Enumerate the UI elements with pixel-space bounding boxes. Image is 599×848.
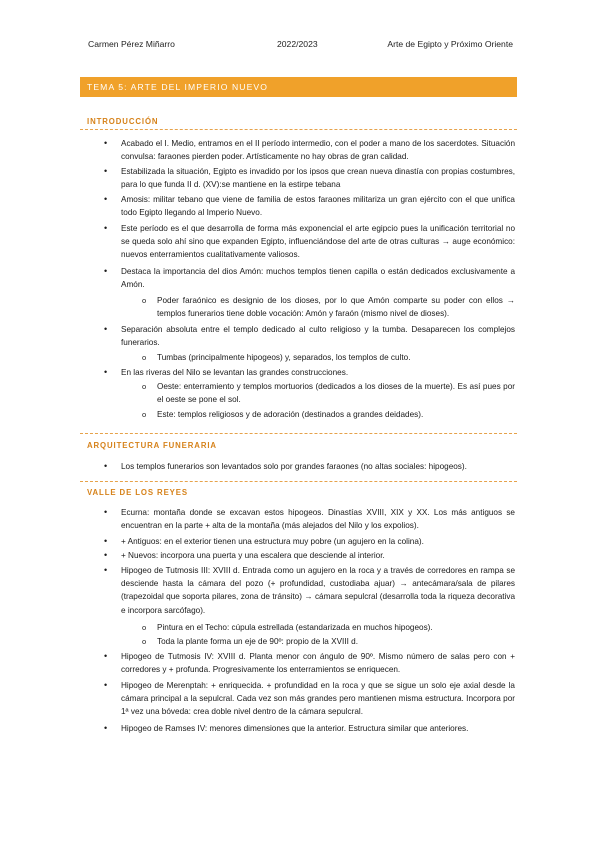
bullet-item: • Hipogeo de Ramses IV: menores dimensiones que la anterior. Estructura similar que anteriores.	[121, 722, 515, 735]
section-title-arquitectura-funeraria: ARQUITECTURA FUNERARIA	[87, 441, 217, 450]
sub-bullet-item: o Toda la plante forma un eje de 90º: propio de la XVIII d.	[157, 635, 515, 648]
header-course: Arte de Egipto y Próximo Oriente	[387, 39, 513, 49]
bullet-item: • Los templos funerarios son levantados solo por grandes faraones (no altas sociales: hipogeos).	[121, 460, 515, 473]
bullet-item: • Acabado el I. Medio, entramos en el II período intermedio, con el poder a mano de los sacerdotes. Situación convulsa: faraones pierden poder. Artísticamente no hay obras de gran calidad.	[121, 137, 515, 163]
sub-bullet-item: o Tumbas (principalmente hipogeos) y, separados, los templos de culto.	[157, 351, 515, 364]
sub-bullet-item: o Este: templos religiosos y de adoración (destinados a grandes deidades).	[157, 408, 515, 421]
bullet-item: • + Antiguos: en el exterior tienen una estructura muy pobre (un agujero en la colina).	[121, 535, 515, 548]
bullet-item: • Amosis: militar tebano que viene de familia de estos faraones militariza un gran ejército con el que unifica todo Egipto llegando al Imperio Nuevo.	[121, 193, 515, 219]
bullet-item: • Destaca la importancia del dios Amón: muchos templos tienen capilla o están dedicados exclusivamente a Amón.	[121, 265, 515, 291]
sub-bullet-item: o Oeste: enterramiento y templos mortuorios (dedicados a los dioses de la muerte). Es así pues por el oeste se pone el sol.	[157, 380, 515, 406]
bullet-item: • + Nuevos: incorpora una puerta y una escalera que desciende al interior.	[121, 549, 515, 562]
section-divider	[80, 129, 517, 130]
bullet-item: • Ecurna: montaña donde se excavan estos hipogeos. Dinastías XVIII, XIX y XX. Los más antiguos se encuentran en la parte + alta de la montaña (más alejados del Nilo y los expolios).	[121, 506, 515, 532]
section-divider	[80, 481, 517, 482]
bullet-item: • En las riveras del Nilo se levantan las grandes construcciones.	[121, 366, 515, 379]
header-year: 2022/2023	[277, 39, 318, 49]
sub-bullet-item: o Poder faraónico es designio de los dioses, por lo que Amón comparte su poder con ellos → templos funerarios tiene doble vocación: Amón y faraón (mismo nivel de dioses).	[157, 294, 515, 320]
bullet-item: • Hipogeo de Merenptah: + enriquecida. + profundidad en la roca y que se sigue un solo eje axial desde la cámara principal a la sepulcral. Cada vez son más grandes pero mantienen misma estructura. Incorpora por 1ª vez una bóveda: crea doble nivel dentro de la cámara sepulcral.	[121, 679, 515, 719]
header-author: Carmen Pérez Miñarro	[88, 39, 175, 49]
bullet-item: • Estabilizada la situación, Egipto es invadido por los ipsos que crean nueva dinastía con propias costumbres, para lo que funda II d. (XV):se mantiene en la estirpe tebana	[121, 165, 515, 191]
bullet-item: • Hipogeo de Tutmosis IV: XVIII d. Planta menor con ángulo de 90º. Mismo número de salas pero con + corredores y + profunda. Progresivamente los enterramientos se enriquecen.	[121, 650, 515, 676]
section-title-introduccion: INTRODUCCIÓN	[87, 117, 159, 126]
bullet-item: • Hipogeo de Tutmosis III: XVIII d. Entrada como un agujero en la roca y a través de corredores en rampa se desciende hasta la cámara del pozo (+ profundidad, custodiaba ajuar) → antecámara/sala de pilares (trapezoidal que soporta pilares, zona de tránsito) → cámara sepulcral (desarrolla toda la riqueza decorativa e incorpora sarcófago).	[121, 564, 515, 617]
bullet-item: • Separación absoluta entre el templo dedicado al culto religioso y la tumba. Desaparecen los complejos funerarios.	[121, 323, 515, 349]
bullet-item: • Este período es el que desarrolla de forma más exponencial el arte egipcio pues la unificación territorial no se queda solo ahí sino que expanden Egipto, influenciándose del arte de otras culturas → auge económico: nuevos enterramientos cualitativamente valiosos.	[121, 222, 515, 262]
section-title-valle-de-los-reyes: VALLE DE LOS REYES	[87, 488, 188, 497]
section-divider	[80, 433, 517, 434]
sub-bullet-item: o Pintura en el Techo: cúpula estrellada (estandarizada en muchos hipogeos).	[157, 621, 515, 634]
topic-banner: TEMA 5: ARTE DEL IMPERIO NUEVO	[80, 77, 517, 97]
